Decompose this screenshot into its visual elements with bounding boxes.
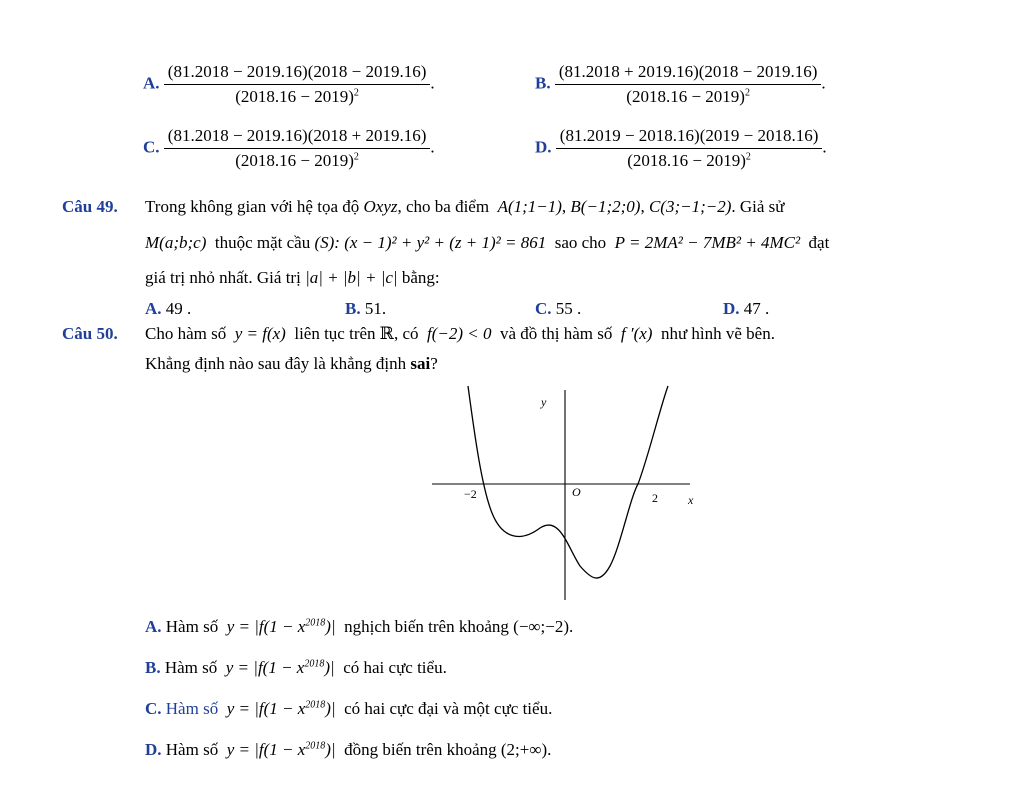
denominator: $(2018.16 - 2019)^2$ bbox=[235, 151, 359, 170]
q50-option-c bbox=[145, 699, 552, 719]
option-value: 55 . bbox=[555, 299, 582, 318]
derivative-curve bbox=[468, 386, 668, 578]
text: nghịch biến trên khoảng bbox=[344, 617, 509, 636]
text: liên tục trên bbox=[294, 324, 376, 343]
real-set: ℝ bbox=[379, 324, 394, 343]
question-49-label: Câu 49. bbox=[62, 197, 118, 216]
option-value: 51. bbox=[364, 299, 387, 318]
option-label: D. bbox=[723, 299, 740, 318]
option-label: C. bbox=[535, 299, 552, 318]
point-c: C(3;−1;−2) bbox=[648, 197, 732, 216]
option-value: 47 . bbox=[743, 299, 770, 318]
option-label: B. bbox=[535, 73, 551, 93]
condition: f(−2) < 0 bbox=[426, 324, 492, 343]
function-f: y = f(x) bbox=[234, 324, 286, 343]
q49-answer-a bbox=[145, 299, 191, 319]
fraction bbox=[164, 126, 431, 171]
derivative-graph bbox=[420, 378, 710, 608]
option-label: A. bbox=[145, 617, 162, 636]
sphere-name: (S): bbox=[314, 233, 340, 252]
tick-label-2: 2 bbox=[652, 491, 658, 505]
math-oxyz: Oxyz bbox=[363, 197, 398, 216]
function-expr: $y = |f(1 - x^{2018})|$ bbox=[226, 617, 336, 636]
text: bằng: bbox=[401, 268, 440, 287]
fraction bbox=[556, 126, 823, 171]
text: đạt bbox=[808, 233, 830, 252]
text: Hàm số bbox=[165, 699, 219, 718]
q48-option-a bbox=[143, 62, 435, 107]
point-b: B(−1;2;0) bbox=[570, 197, 641, 216]
tail: . bbox=[822, 137, 827, 157]
text: ? bbox=[430, 354, 438, 373]
point-m: M(a;b;c) bbox=[145, 233, 207, 252]
emphasis-sai: sai bbox=[410, 354, 431, 373]
text: . Giả sử bbox=[731, 197, 785, 216]
q49-line-3 bbox=[145, 268, 440, 288]
interval: (2;+∞) bbox=[500, 740, 548, 759]
point-a: A(1;1−1) bbox=[497, 197, 562, 216]
fraction bbox=[555, 62, 822, 107]
text: có hai cực tiểu. bbox=[343, 658, 447, 677]
option-label: D. bbox=[535, 137, 552, 157]
q49-line-2 bbox=[145, 233, 829, 253]
tick-label-neg2: −2 bbox=[464, 487, 477, 501]
question-50-label: Câu 50. bbox=[62, 324, 118, 343]
text: Hàm số bbox=[164, 658, 218, 677]
q50-option-d bbox=[145, 740, 551, 760]
option-label: C. bbox=[143, 137, 160, 157]
abs-sum: |a| + |b| + |c| bbox=[305, 268, 398, 287]
tail: . bbox=[430, 137, 435, 157]
sphere-equation: (x − 1)² + y² + (z + 1)² = 861 bbox=[344, 233, 547, 252]
option-value: 49 . bbox=[165, 299, 192, 318]
q50-option-b bbox=[145, 658, 447, 678]
function-expr: $y = |f(1 - x^{2018})|$ bbox=[225, 658, 335, 677]
denominator: $(2018.16 - 2019)^2$ bbox=[235, 87, 359, 106]
text: Khẳng định nào sau đây là khẳng định bbox=[145, 354, 407, 373]
option-label: B. bbox=[345, 299, 361, 318]
text: đồng biến trên khoảng bbox=[344, 740, 497, 759]
option-label: D. bbox=[145, 740, 162, 759]
q49-answer-c bbox=[535, 299, 581, 319]
text: Hàm số bbox=[165, 740, 219, 759]
function-expr: $y = |f(1 - x^{2018})|$ bbox=[226, 699, 336, 718]
text: giá trị nhỏ nhất. Giá trị bbox=[145, 268, 301, 287]
q49-answer-b bbox=[345, 299, 386, 319]
y-axis-label: y bbox=[541, 395, 547, 409]
q49-line-1: Trong không gian với hệ tọa độ Oxyz, cho ba điểm A(1;1−1), B(−1;2;0), C(3;−1;−2). Giả sử bbox=[145, 197, 785, 216]
text: Trong không gian với hệ tọa độ bbox=[145, 197, 360, 216]
fraction bbox=[164, 62, 431, 107]
numerator: (81.2019 − 2018.16)(2019 − 2018.16) bbox=[556, 126, 823, 149]
x-axis-label: x bbox=[688, 493, 694, 507]
numerator: (81.2018 + 2019.16)(2018 − 2019.16) bbox=[555, 62, 822, 85]
q48-option-c bbox=[143, 126, 435, 171]
q48-option-b bbox=[535, 62, 826, 107]
text: , cho ba điểm bbox=[397, 197, 490, 216]
option-label: C. bbox=[145, 699, 162, 718]
tail: . bbox=[821, 73, 826, 93]
text: thuộc mặt cầu bbox=[214, 233, 311, 252]
denominator: $(2018.16 - 2019)^2$ bbox=[626, 87, 750, 106]
derivative: f ′(x) bbox=[620, 324, 653, 343]
text: sao cho bbox=[554, 233, 607, 252]
q49-answer-d bbox=[723, 299, 769, 319]
tail: . bbox=[430, 73, 435, 93]
tail: . bbox=[547, 740, 552, 759]
option-label: A. bbox=[143, 73, 160, 93]
denominator: $(2018.16 - 2019)^2$ bbox=[627, 151, 751, 170]
origin-label: O bbox=[572, 485, 581, 499]
text: Hàm số bbox=[165, 617, 219, 636]
q50-option-a bbox=[145, 617, 573, 637]
function-expr: $y = |f(1 - x^{2018})|$ bbox=[226, 740, 336, 759]
text: và đồ thị hàm số bbox=[499, 324, 613, 343]
q50-line-2 bbox=[145, 354, 438, 374]
numerator: (81.2018 − 2019.16)(2018 + 2019.16) bbox=[164, 126, 431, 149]
text: như hình vẽ bên. bbox=[660, 324, 775, 343]
option-label: A. bbox=[145, 299, 162, 318]
option-label: B. bbox=[145, 658, 161, 677]
text: , có bbox=[393, 324, 419, 343]
text: có hai cực đại và một cực tiểu. bbox=[344, 699, 553, 718]
q48-option-d bbox=[535, 126, 827, 171]
text: Cho hàm số bbox=[145, 324, 227, 343]
interval: (−∞;−2) bbox=[513, 617, 569, 636]
numerator: (81.2018 − 2019.16)(2018 − 2019.16) bbox=[164, 62, 431, 85]
expression-p: P = 2MA² − 7MB² + 4MC² bbox=[614, 233, 801, 252]
q50-line-1 bbox=[145, 324, 775, 344]
tail: . bbox=[569, 617, 574, 636]
